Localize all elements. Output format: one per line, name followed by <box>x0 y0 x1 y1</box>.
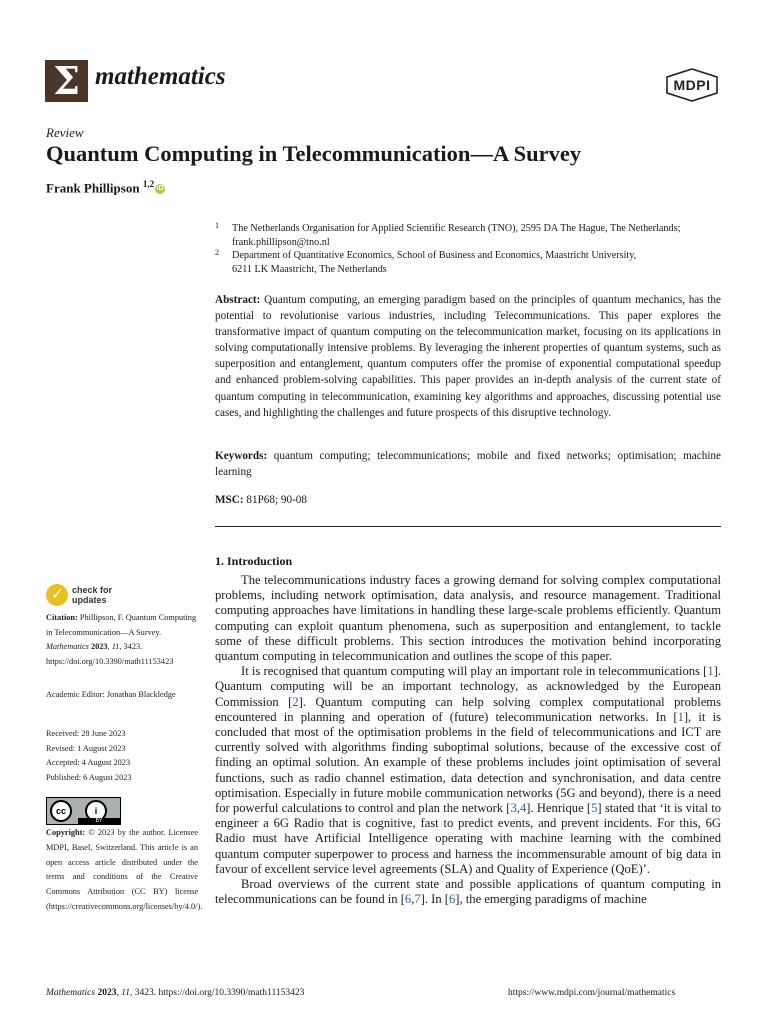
msc-label: MSC: <box>215 494 244 506</box>
affiliation-2 <box>215 249 721 276</box>
citation-text: Phillipson, F. Quantum Computing in Telecommunication—A Survey. <box>46 613 197 637</box>
check-updates-icon: ✓ <box>46 584 68 606</box>
body-text <box>215 573 721 907</box>
reference-link[interactable]: 6 <box>448 892 456 907</box>
keywords <box>215 448 721 480</box>
reference-link[interactable]: 6 <box>404 892 412 907</box>
citation-volume: 11 <box>111 642 120 652</box>
accepted-date: Accepted: 4 August 2023 <box>46 758 131 768</box>
mdpi-logo[interactable] <box>666 68 718 102</box>
paragraph-3 <box>215 877 721 907</box>
abstract-label: Abstract: <box>215 294 261 306</box>
affiliation-line: The Netherlands Organisation for Applied Scientific Research (TNO), 2595 DA The Hague, The Netherlands; <box>232 223 681 234</box>
text-segment: ]. Quantum computing can help solving complex computational problems encountered in planning and operation of (future) telecommunication networks. In [ <box>215 694 722 724</box>
affiliation-1 <box>215 222 721 249</box>
msc-text: 81P68; 90-08 <box>246 494 307 506</box>
revised-date: Revised: 1 August 2023 <box>46 743 126 753</box>
journal-logo-icon: Σ <box>45 60 88 102</box>
article-title: Quantum Computing in Telecommunication—A Survey <box>46 141 582 166</box>
copyright-notice <box>46 826 203 915</box>
published-date: Published: 6 August 2023 <box>46 772 132 782</box>
reference-link[interactable]: 1 <box>707 664 714 679</box>
reference-link[interactable]: 1 <box>677 709 684 724</box>
text-segment: ]. Quantum computing will be an important technology, as acknowledged by the European Commission [ <box>215 664 721 709</box>
text-segment: , <box>411 892 415 907</box>
attribution-icon: i <box>85 800 107 822</box>
received-date: Received: 28 June 2023 <box>46 729 126 738</box>
reference-link[interactable]: 3 <box>510 801 517 816</box>
cc-icon: cc <box>50 800 72 822</box>
affiliation-number: 1 <box>215 221 219 230</box>
paragraph-2 <box>215 664 721 877</box>
footer-journal: Mathematics <box>46 988 96 998</box>
divider <box>215 526 721 527</box>
article-dates <box>46 727 198 785</box>
citation-doi[interactable]: , 3423. https://doi.org/10.3390/math11153423 <box>46 642 174 666</box>
footer-doi[interactable]: , 3423. https://doi.org/10.3390/math11153423 <box>130 988 305 998</box>
by-label: BY <box>78 818 120 824</box>
citation-label: Citation: <box>46 613 78 622</box>
abstract-text: Quantum computing, an emerging paradigm based on the principles of quantum mechanics, has the potential to revolutionise various industries, including Telecommunications. This paper explores the transformative impact of quantum computing on the telecommunication market, focusing on its applications in solving computationally intensive problems. By leveraging the inherent properties of quantum systems, such as superposition and entanglement, quantum computers offer the promise of exponential computational speedup and enhanced problem-solving capabilities. This paper provides an in-depth analysis of the current state of quantum computing in telecommunication, examining key algorithms and approaches, discussing potential use cases, and highlighting the challenges and future prospects of this disruptive technology. <box>215 294 721 419</box>
text-segment: , <box>516 801 520 816</box>
author-name[interactable]: Frank Phillipson <box>46 180 140 196</box>
affiliations <box>215 222 721 276</box>
keywords-label: Keywords: <box>215 450 268 462</box>
article-type: Review <box>46 125 84 140</box>
cc-by-license-icon[interactable] <box>46 797 121 825</box>
text-segment: ]. Henrique [ <box>526 801 592 816</box>
author-line <box>46 179 165 196</box>
citation-year: 2023 <box>90 642 108 652</box>
copyright-text: © 2023 by the author. Licensee MDPI, Basel, Switzerland. This article is an open access article distributed under the terms and conditions of the Creative Commons Attribution (CC BY) license (https://creativecommons.org/licenses/by/4.0/). <box>46 828 203 911</box>
mdpi-logo-text: MDPI <box>673 77 711 93</box>
text-segment: ], the emerging paradigms of machine <box>455 892 647 907</box>
check-updates-line1: check for <box>72 585 113 595</box>
check-updates-label <box>72 585 112 605</box>
text-segment: ] stated that ‘it is vital to engineer a 6G Radio that is cognitive, fast to predict events, and prevent incidents. For this, 6G Radio must have Artificial Intelligence operating with machine learning with the combined quantum computer superpower to process and harness the incommensurable amount of big data in favour of excellent service level agreements (SLA) and Quality of Experience (QoE)’. <box>215 801 722 876</box>
orcid-icon[interactable]: iD <box>156 185 164 193</box>
citation-block: Citation: Phillipson, F. Quantum Computing in Telecommunication—A Survey. Mathematics 2023, 11, 3423. https://doi.org/10.3390/math11153423 <box>46 613 197 666</box>
keywords-text: quantum computing; telecommunications; mobile and fixed networks; optimisation; machine learning <box>215 450 721 479</box>
footer-journal-url[interactable]: https://www.mdpi.com/journal/mathematics <box>508 988 676 998</box>
text-segment: ], it is concluded that most of the optimisation problems in the field of telecommunications and ICT are currently solved with algorithms finding suboptimal solutions, because of the excessive cost of finding an optimal solution. An example of these problems includes joint optimisation of several functions, such as radio channel estimation, data detection and synchronisation, and data centre optimisation. Especially in future mobile communication networks (5G and beyond), there is a need for powerful calculations to control and plan the network [ <box>215 709 721 816</box>
author-affiliation-marks: 1,2 <box>142 179 155 189</box>
citation-journal: Mathematics <box>46 642 89 652</box>
copyright-label: Copyright: <box>46 828 86 837</box>
affiliation-number: 2 <box>215 248 219 257</box>
affiliation-email[interactable]: frank.phillipson@tno.nl <box>232 236 330 248</box>
journal-name[interactable]: mathematics <box>95 63 226 90</box>
affiliation-line: Department of Quantitative Economics, School of Business and Economics, Maastricht University, <box>232 250 637 261</box>
footer-citation: Mathematics 2023, 11, 3423. https://doi.org/10.3390/math11153423 <box>46 988 305 998</box>
affiliation-line: 6211 LK Maastricht, The Netherlands <box>232 263 387 275</box>
footer-volume: 11 <box>121 988 130 998</box>
text-segment: It is recognised that quantum computing will play an important role in telecommunications [ <box>241 664 708 679</box>
msc <box>215 494 307 506</box>
check-updates-line2: updates <box>72 595 107 605</box>
text-segment: ]. In [ <box>420 892 449 907</box>
reference-link[interactable]: 7 <box>414 892 421 907</box>
academic-editor: Academic Editor: Jonathan Blackledge <box>46 690 176 699</box>
check-for-updates-button[interactable] <box>46 584 166 608</box>
abstract <box>215 292 721 421</box>
reference-link[interactable]: 5 <box>591 801 598 816</box>
paragraph-1: The telecommunications industry faces a growing demand for solving complex computational problems, including network optimisation, data analysis, and resource management. Traditional computing approaches have limitations in handling these large-scale problems efficiently. Quantum computing can exploit quantum phenomena, such as superposition and entanglement, to tackle some of these difficult problems. This section introduces the motivation behind incorporating quantum computing in telecommunication and outlines the scope of this paper. <box>215 573 721 664</box>
footer-year: 2023 <box>97 988 117 998</box>
reference-link[interactable]: 4 <box>519 801 527 816</box>
reference-link[interactable]: 2 <box>292 694 299 709</box>
text-segment: Broad overviews of the current state and possible applications of quantum computing in telecommunications can be found in [ <box>215 877 721 907</box>
section-heading: 1. Introduction <box>215 554 293 568</box>
